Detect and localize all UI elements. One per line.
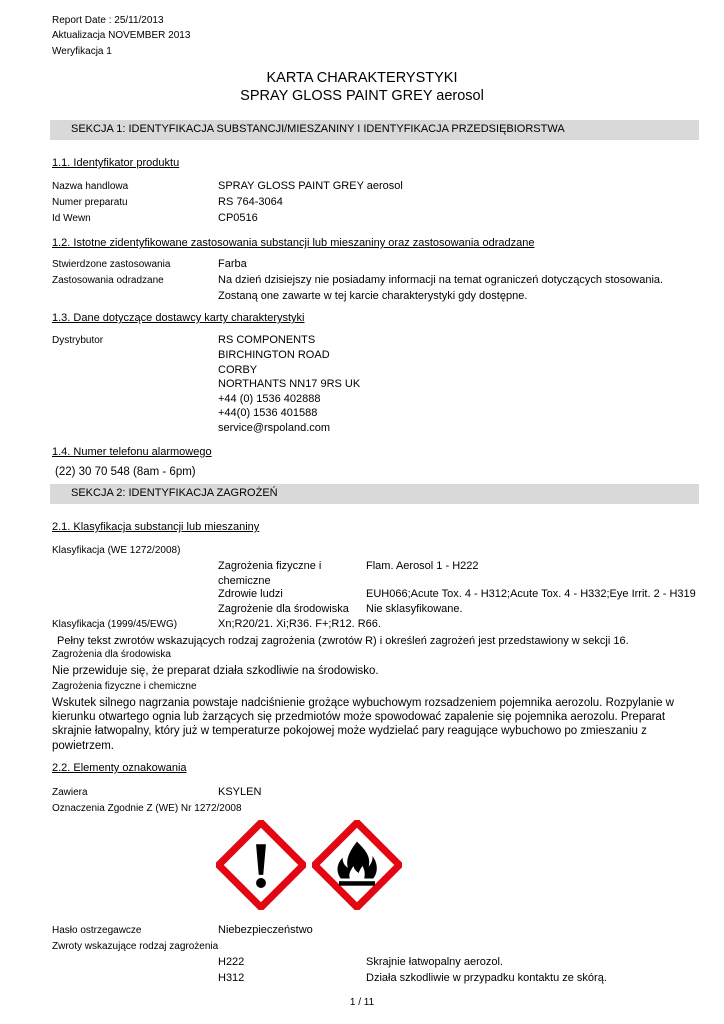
clp-classification-label: Klasyfikacja (WE 1272/2008) xyxy=(52,545,181,556)
section2-bar xyxy=(50,484,699,504)
phys-hazards-line: kierunku otwartego ognia lub żarzących się przedmiotów może spowodować zapalenie się pojemnika aerozolu. Preparat xyxy=(52,711,666,723)
internal-id-value: CP0516 xyxy=(218,212,258,224)
version: Weryfikacja 1 xyxy=(52,46,112,57)
advised-against-line1: Na dzień dzisiejszy nie posiadamy informacji na temat ograniczeń dotyczących stosowania. xyxy=(218,274,664,286)
identified-uses-label: Stwierdzone zastosowania xyxy=(52,259,171,270)
hazard-category: Zdrowie ludzi xyxy=(218,588,283,600)
phys-hazards-line: Wskutek silnego nagrzania powstaje nadciśnienie grożące wybuchowym rozsadzeniem pojemnika aerozolu. Rozpylanie w xyxy=(52,697,674,709)
contains-value: KSYLEN xyxy=(218,786,262,798)
identified-uses-value: Farba xyxy=(218,258,247,270)
section1-bar xyxy=(50,120,699,140)
hazard-classification: EUH066;Acute Tox. 4 - H312;Acute Tox. 4 - H332;Eye Irrit. 2 - H319 xyxy=(366,588,696,600)
page-number: 1 / 11 xyxy=(349,997,375,1008)
phys-hazards-line: skrajnie łatwopalny, który już w temperaturze pokojowej może wydzielać pary reagujące wybuchowo po zmieszaniu z xyxy=(52,725,647,737)
hazard-code: H312 xyxy=(218,972,245,984)
distributor-email: service@rspoland.com xyxy=(218,422,331,434)
full-text-note: Pełny tekst zwrotów wskazujących rodzaj zagrożenia (zwrotów R) i określeń zagrożeń jest przedstawiony w sekcji 16. xyxy=(57,635,629,647)
s12-heading: 1.2. Istotne zidentyfikowane zastosowania substancji lub mieszaniny oraz zastosowania odradzane xyxy=(52,237,535,249)
hazard-classification: Flam. Aerosol 1 - H222 xyxy=(366,560,479,572)
product-number-value: RS 764-3064 xyxy=(218,196,283,208)
product-number-label: Numer preparatu xyxy=(52,197,128,208)
hazard-code: H222 xyxy=(218,956,245,968)
report-date: Report Date : 25/11/2013 xyxy=(52,15,164,26)
s11-heading: 1.1. Identyfikator produktu xyxy=(52,157,180,169)
distributor-label: Dystrybutor xyxy=(52,335,104,346)
env-hazards-text: Nie przewiduje się, że preparat działa szkodliwie na środowisko. xyxy=(52,665,379,677)
hazard-category: chemiczne xyxy=(218,575,271,587)
advised-against-line2: Zostaną one zawarte w tej karcie charakterystyki gdy dostępne. xyxy=(218,290,528,302)
product-title: SPRAY GLOSS PAINT GREY aerosol xyxy=(240,88,484,104)
hazard-category: Zagrożenia fizyczne i xyxy=(218,560,322,572)
distributor-phone: +44(0) 1536 401588 xyxy=(218,407,318,419)
distributor-line: BIRCHINGTON ROAD xyxy=(218,349,330,361)
hazard-statement: Skrajnie łatwopalny aerozol. xyxy=(366,956,503,968)
contains-label: Zawiera xyxy=(52,787,88,798)
flame-pictogram xyxy=(312,820,402,910)
distributor-phone: +44 (0) 1536 402888 xyxy=(218,393,321,405)
phys-hazards-line: powietrzem. xyxy=(52,740,114,752)
advised-against-label: Zastosowania odradzane xyxy=(52,275,164,286)
trade-name-label: Nazwa handlowa xyxy=(52,181,129,192)
signal-word-value: Niebezpieczeństwo xyxy=(218,924,313,936)
s14-heading: 1.4. Numer telefonu alarmowego xyxy=(52,446,212,458)
dsd-classification-label: Klasyfikacja (1999/45/EWG) xyxy=(52,619,178,630)
distributor-line: NORTHANTS NN17 9RS UK xyxy=(218,378,361,390)
distributor-line: RS COMPONENTS xyxy=(218,334,316,346)
signal-word-label: Hasło ostrzegawcze xyxy=(52,925,142,936)
emergency-phone: (22) 30 70 548 (8am - 6pm) xyxy=(55,466,196,478)
hazard-statements-label: Zwroty wskazujące rodzaj zagrożenia xyxy=(52,941,219,952)
exclamation-mark-pictogram xyxy=(216,820,306,910)
s21-heading: 2.1. Klasyfikacja substancji lub mieszaniny xyxy=(52,521,260,533)
phys-hazards-heading: Zagrożenia fizyczne i chemiczne xyxy=(52,681,197,692)
section2-heading: SEKCJA 2: IDENTYFIKACJA ZAGROŻEŃ xyxy=(71,487,278,499)
trade-name-value: SPRAY GLOSS PAINT GREY aerosol xyxy=(218,180,403,192)
internal-id-label: Id Wewn xyxy=(52,213,91,224)
s13-heading: 1.3. Dane dotyczące dostawcy karty charakterystyki xyxy=(52,312,305,324)
distributor-line: CORBY xyxy=(218,364,258,376)
s22-heading: 2.2. Elementy oznakowania xyxy=(52,762,187,774)
section1-heading: SEKCJA 1: IDENTYFIKACJA SUBSTANCJI/MIESZANINY I IDENTYFIKACJA PRZEDSIĘBIORSTWA xyxy=(71,123,565,135)
hazard-statement: Działa szkodliwie w przypadku kontaktu ze skórą. xyxy=(366,972,607,984)
hazard-category: Zagrożenie dla środowiska xyxy=(218,603,349,615)
hazard-classification: Nie sklasyfikowane. xyxy=(366,603,463,615)
update-date: Aktualizacja NOVEMBER 2013 xyxy=(52,30,191,41)
clp-labelling-label: Oznaczenia Zgodnie Z (WE) Nr 1272/2008 xyxy=(52,803,242,814)
env-hazards-heading: Zagrożenia dla środowiska xyxy=(52,649,171,660)
dsd-classification-value: Xn;R20/21. Xi;R36. F+;R12. R66. xyxy=(218,618,381,630)
document-title: KARTA CHARAKTERYSTYKI xyxy=(266,70,458,86)
